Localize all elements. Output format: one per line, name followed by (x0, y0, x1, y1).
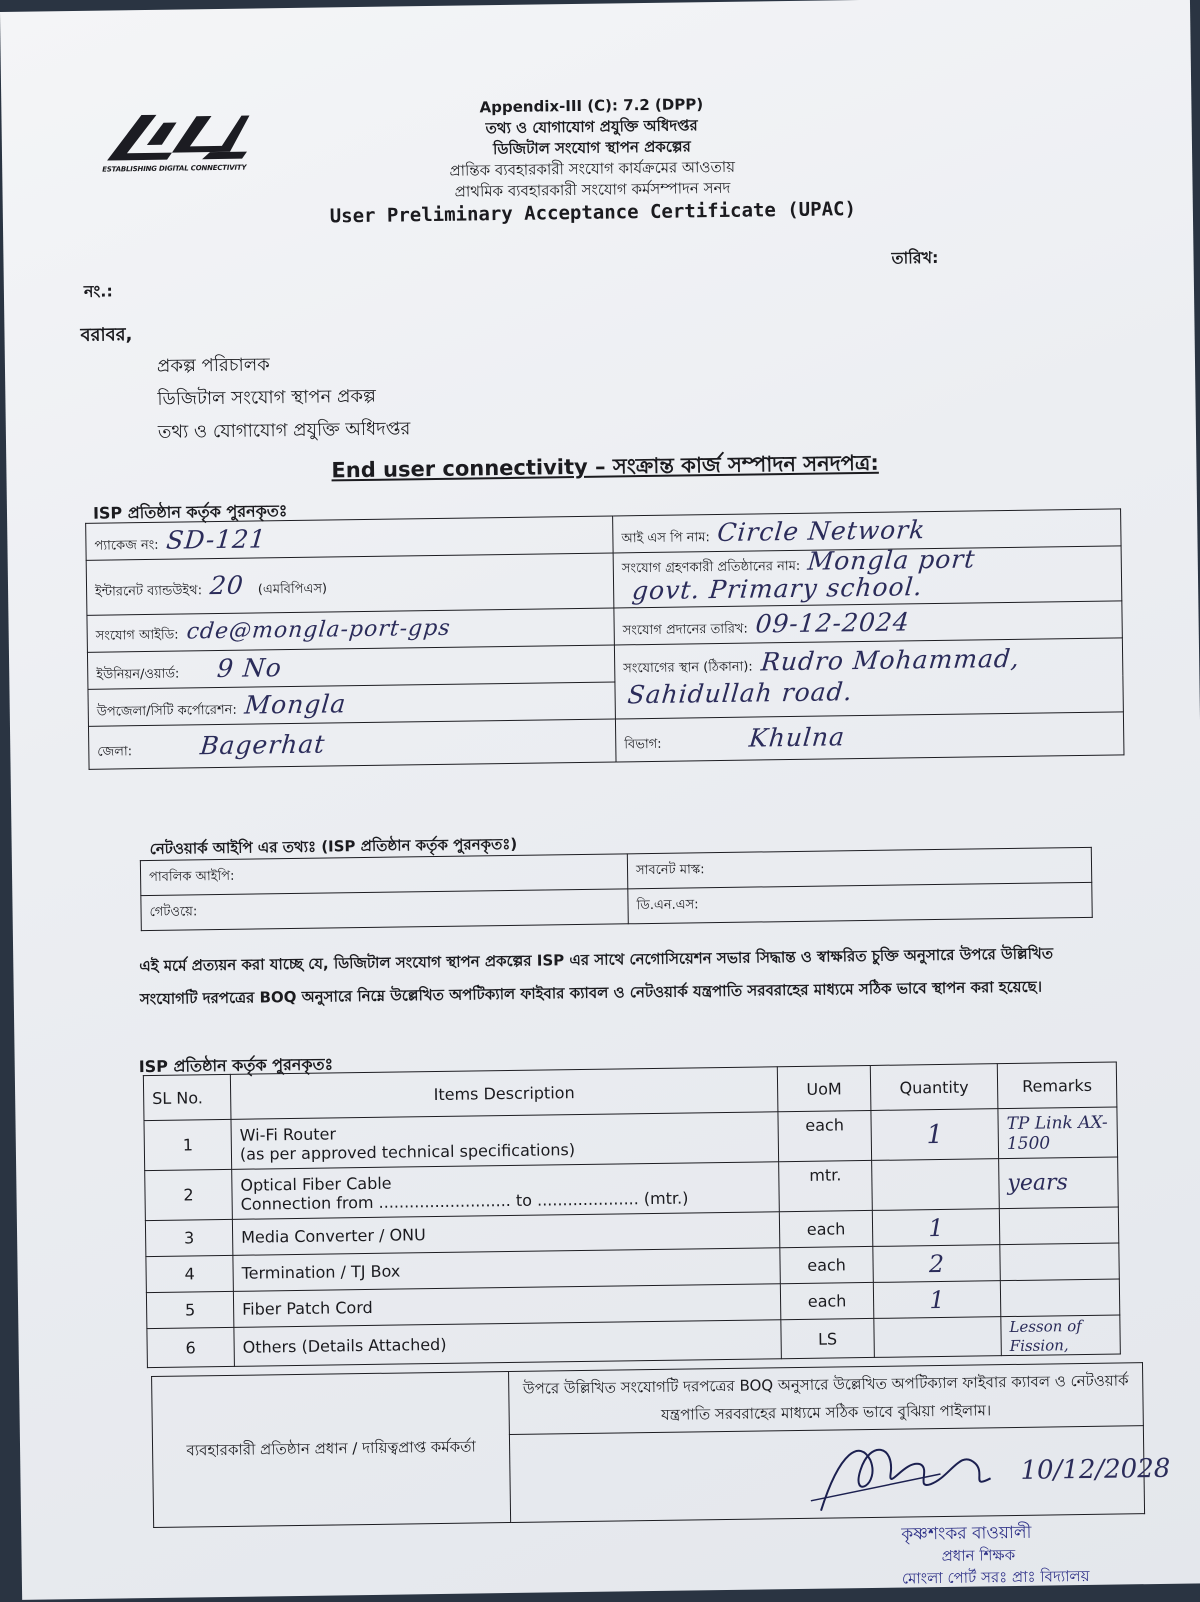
item-sl: 2 (145, 1169, 233, 1220)
location-label: সংযোগের স্থান (ঠিকানা): (623, 659, 753, 676)
union-label: ইউনিয়ন/ওয়ার্ড: (96, 666, 180, 683)
recipient-value-2: govt. Primary school. (630, 572, 924, 606)
connection-date-label: সংযোগ প্রদানের তারিখ: (622, 621, 748, 638)
stamp-school: মোংলা পোর্ট সরঃ প্রাঃ বিদ্যালয় (901, 1566, 1090, 1588)
connection-id-label: সংযোগ আইডি: (95, 627, 179, 644)
item-sl: 4 (146, 1255, 233, 1292)
upazila-label: উপজেলা/সিটি কর্পোরেশন: (96, 702, 237, 720)
dns-label: ডি.এন.এস: (636, 896, 699, 913)
recipient-value-1: Mongla port (806, 544, 978, 576)
certificate-title-en: User Preliminary Acceptance Certificate (UPAC) (329, 198, 857, 228)
public-ip-label: পাবলিক আইপি: (148, 868, 235, 885)
connection-info-table (85, 508, 1124, 769)
address-line-1: প্রকল্প পরিচালক (156, 354, 270, 377)
edc-logo-icon (101, 104, 252, 166)
item-description (231, 1112, 779, 1170)
subject-title: End user connectivity – সংক্রান্ত কার্জ সম্পাদন সনদপত্র: (331, 450, 879, 483)
address-to: বরাবর, (80, 324, 133, 346)
item-sl: 5 (146, 1291, 233, 1328)
division-value: Khulna (748, 721, 847, 753)
item-remarks (1000, 1243, 1119, 1281)
gateway-cell (141, 889, 628, 931)
header-remarks: Remarks (997, 1062, 1117, 1109)
isp-label: আই এস পি নাম: (621, 529, 710, 546)
certificate-header (261, 91, 923, 228)
header-uom: UoM (777, 1065, 871, 1111)
item-sl: 1 (144, 1119, 232, 1170)
signature-date: 10/12/2028 (1020, 1453, 1171, 1486)
address-line-3: তথ্য ও যোগাযোগ প্রযুক্তি অধিদপ্তর (157, 418, 411, 443)
item-quantity (872, 1159, 1000, 1211)
declaration-paragraph: এই মর্মে প্রত্যয়ন করা যাচ্ছে যে, ডিজিটাল সংযোগ স্থাপন প্রকল্পের ISP এর সাথে নেগোসিয়েশন সভার সিদ্ধান্ত ও স্বাক্ষরিত চুক্তি অনুসারে উপরে উল্লিখিত সংযোগটি দরপত্রের BOQ অনুসারে নিম্নে উল্লেখিত অপটিক্যাল ফাইবার ক্যাবল ও নেটওয়ার্ক যন্ত্রপাতি সরবরাহের মাধ্যমে সঠিক ভাবে স্থাপন করা হয়েছে। (139, 944, 1054, 1009)
header-description: Items Description (230, 1067, 778, 1120)
package-label: প্যাকেজ নং: (94, 537, 159, 554)
item-quantity: 1 (873, 1281, 1000, 1319)
item-uom: LS (781, 1318, 875, 1358)
item-uom: each (779, 1210, 872, 1247)
dns-cell (628, 882, 1092, 923)
item-remarks: Lesson of Fission, (1001, 1315, 1121, 1356)
district-value: Bagerhat (198, 729, 327, 760)
connection-id-value: cde@mongla-port-gps (185, 615, 452, 644)
bandwidth-unit: (এমবিপিএস) (257, 580, 328, 597)
item-uom: each (780, 1282, 873, 1319)
signature-cell (509, 1426, 1171, 1523)
stamp-name: কৃষ্ণশংকর বাওয়ালী (901, 1522, 1032, 1545)
appendix-ref: Appendix-III (C): 7.2 (DPP) (479, 95, 704, 117)
division-cell (615, 712, 1124, 762)
item-desc-line-1: Optical Fiber Cable (240, 1173, 392, 1195)
bandwidth-cell (86, 553, 614, 615)
item-quantity (874, 1317, 1002, 1358)
recipient-label: সংযোগ গ্রহণকারী প্রতিষ্ঠানের নাম: (621, 558, 801, 577)
item-description (232, 1162, 780, 1220)
location-value-1: Rudro Mohammad, (759, 643, 1021, 676)
acceptance-table (151, 1362, 1171, 1528)
project-name: ডিজিটাল সংযোগ স্থাপন প্রকল্পের (492, 137, 691, 159)
official-stamp (901, 1521, 1089, 1590)
recipient-cell (613, 546, 1122, 608)
item-remarks (1000, 1279, 1119, 1317)
district-cell (88, 719, 616, 769)
logo-tagline: ESTABLISHING DIGITAL CONNECTIVITY (102, 163, 247, 174)
location-cell (614, 638, 1123, 719)
item-description: Others (Details Attached) (234, 1320, 781, 1367)
location-value-2: Sahidullah road. (626, 676, 854, 709)
recipient-address (157, 346, 411, 449)
district-label: জেলা: (97, 743, 133, 760)
network-section-label: নেটওয়ার্ক আইপি এর তথ্যঃ (ISP প্রতিষ্ঠান কর্তৃক পুরনকৃতঃ) (149, 834, 518, 858)
items-section-label: ISP প্রতিষ্ঠান কর্তৃক পুরনকৃতঃ (138, 1054, 334, 1077)
bandwidth-value: 20 (208, 570, 246, 600)
department-name: তথ্য ও যোগাযোগ প্রযুক্তি অধিদপ্তর (485, 116, 698, 138)
certificate-title-bn: প্রাথমিক ব্যবহারকারী সংযোগ কর্মসম্পাদন সনদ (454, 178, 731, 201)
division-label: বিভাগ: (624, 736, 662, 752)
item-uom: each (778, 1110, 872, 1161)
connection-date-value: 09-12-2024 (754, 606, 912, 639)
item-description: Termination / TJ Box (233, 1248, 780, 1292)
program-name: প্রান্তিক ব্যবহারকারী সংযোগ কার্যক্রমের আওতায় (449, 157, 736, 180)
item-uom: each (780, 1246, 873, 1283)
item-sl: 6 (147, 1327, 235, 1367)
header-quantity: Quantity (870, 1064, 998, 1111)
isp-value: Circle Network (716, 514, 928, 547)
reference-number-label: নং.: (83, 281, 113, 301)
header-sl: SL No. (143, 1074, 231, 1120)
item-remarks: TP Link AX-1500 (998, 1107, 1118, 1159)
item-remarks: years (999, 1157, 1119, 1209)
item-description: Media Converter / ONU (232, 1212, 779, 1256)
item-sl: 3 (145, 1219, 232, 1256)
address-line-2: ডিজিটাল সংযোগ স্থাপন প্রকল্প (157, 385, 377, 410)
network-ip-table (140, 847, 1093, 931)
item-uom: mtr. (779, 1160, 873, 1211)
bandwidth-label: ইন্টারনেট ব্যান্ডউইথ: (94, 582, 203, 600)
item-desc-line-1: Wi-Fi Router (239, 1123, 337, 1145)
item-description: Fiber Patch Cord (233, 1284, 780, 1328)
upazila-value: Mongla (243, 688, 348, 720)
item-desc-line-2: Connection from .......................... to .................... (mtr.) (240, 1188, 689, 1214)
acceptance-role-cell: ব্যবহারকারী প্রতিষ্ঠান প্রধান / দায়িত্বপ্রাপ্ত কর্মকর্তা (152, 1372, 511, 1528)
isp-section-label: ISP প্রতিষ্ঠান কর্তৃক পুরনকৃতঃ (92, 501, 288, 523)
union-value: 9 No (215, 652, 284, 683)
stamp-title: প্রধান শিক্ষক (941, 1545, 1016, 1566)
gateway-label: গেটওয়ে: (149, 903, 198, 920)
subnet-label: সাবনেট মাস্ক: (635, 861, 705, 878)
acceptance-statement: উপরে উল্লিখিত সংযোগটি দরপত্রের BOQ অনুসারে উল্লেখিত অপটিক্যাল ফাইবার ক্যাবল ও নেটওয়ার্ক যন্ত্রপাতি সরবরাহের মাধ্যমে সঠিক ভাবে বুঝিয়া পাইলাম। (509, 1363, 1144, 1435)
item-remarks (999, 1207, 1118, 1245)
date-label: তারিখ: (891, 247, 939, 268)
edc-logo (101, 104, 252, 186)
package-value: SD-121 (165, 523, 268, 555)
item-desc-line-2: (as per approved technical specifications) (239, 1139, 576, 1164)
item-quantity: 2 (873, 1245, 1000, 1283)
item-quantity: 1 (871, 1109, 999, 1161)
items-table (143, 1062, 1121, 1369)
item-quantity: 1 (872, 1209, 999, 1247)
